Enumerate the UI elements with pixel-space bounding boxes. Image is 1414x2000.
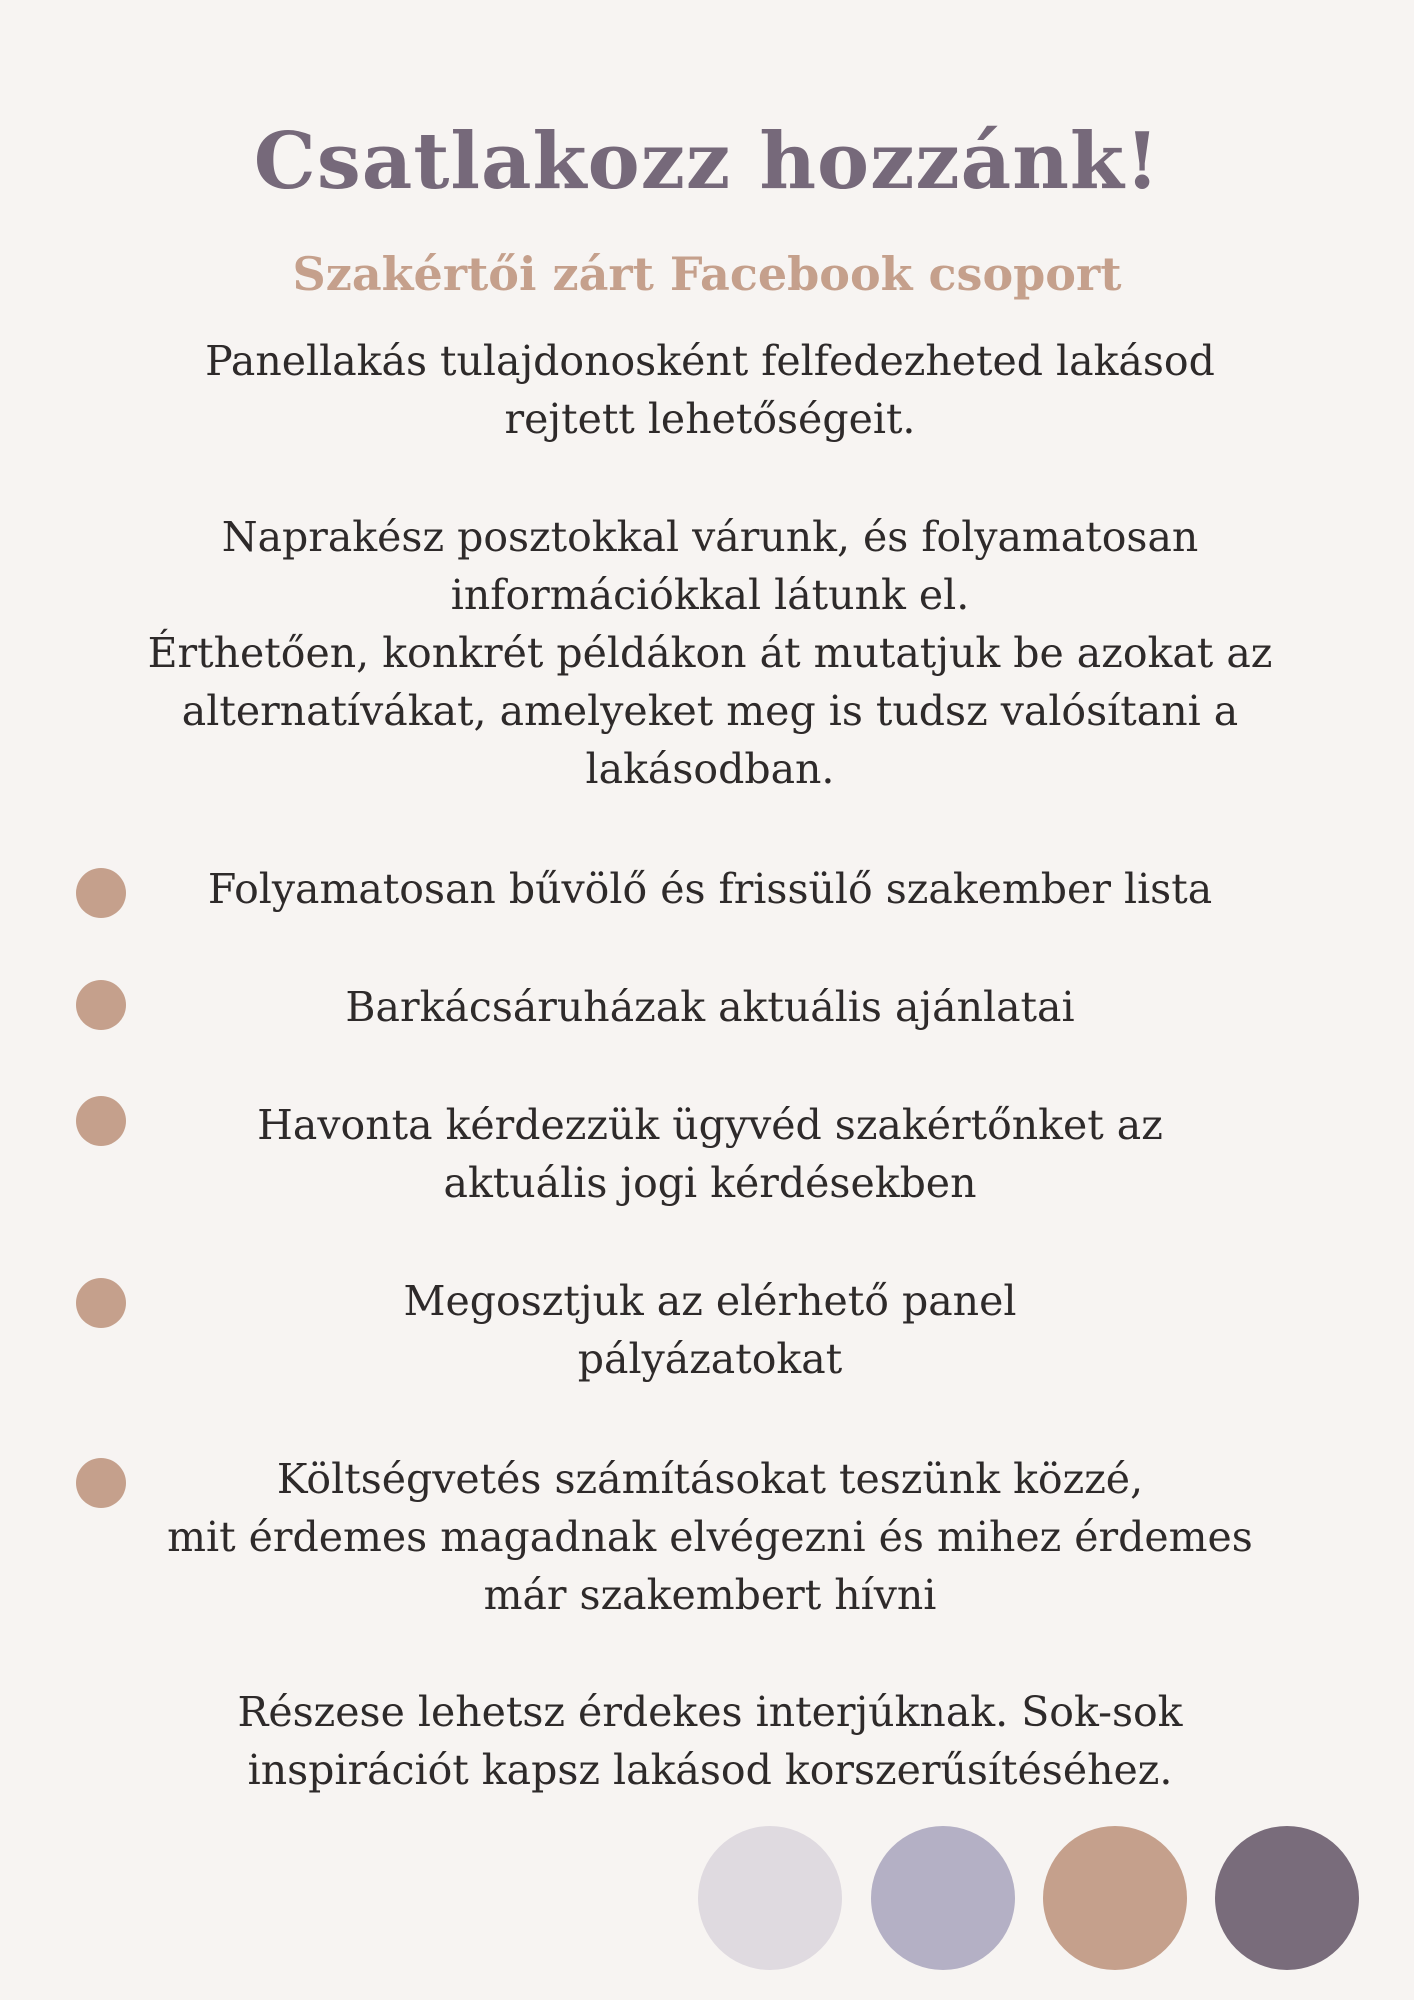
- bullet-text: [130, 1450, 1290, 1624]
- bullet-line: mit érdemes magadnak elvégezni és mihez érdemes: [167, 1513, 1253, 1561]
- bullet-dot-icon: [76, 1096, 126, 1146]
- bullet-line: Havonta kérdezzük ügyvéd szakértőnket az: [257, 1101, 1163, 1149]
- bullet-dot-icon: [76, 980, 126, 1030]
- intro-line: Naprakész posztokkal várunk, és folyamatosan: [221, 513, 1199, 561]
- bullet-text: [130, 860, 1290, 918]
- bullet-dot-icon: [76, 868, 126, 918]
- outro-line: Részese lehetsz érdekes interjúknak. Sok-sok: [237, 1688, 1183, 1736]
- bullet-line: Megosztjuk az elérhető panel: [403, 1277, 1017, 1325]
- palette-swatch-1: [698, 1826, 842, 1970]
- bullet-line: már szakembert hívni: [483, 1571, 937, 1619]
- bullet-text: [130, 978, 1290, 1036]
- palette-swatch-4: [1215, 1826, 1359, 1970]
- page-title: Csatlakozz hozzánk!: [253, 116, 1161, 207]
- intro-line: információkkal látunk el.: [450, 571, 970, 619]
- intro-line: Panellakás tulajdonosként felfedezheted lakásod: [205, 337, 1215, 385]
- intro-line: lakásodban.: [585, 745, 835, 793]
- bullet-line: Folyamatosan bűvölő és frissülő szakember lista: [207, 865, 1213, 913]
- outro-line: inspirációt kapsz lakásod korszerűsítéséhez.: [247, 1746, 1173, 1794]
- bullet-dot-icon: [76, 1278, 126, 1328]
- bullet-line: Barkácsáruházak aktuális ajánlatai: [345, 983, 1075, 1031]
- bullet-text: [130, 1096, 1290, 1212]
- intro-line: Érthetően, konkrét példákon át mutatjuk be azokat az: [147, 629, 1273, 677]
- bullet-line: Költségvetés számításokat teszünk közzé,: [276, 1455, 1144, 1503]
- bullet-text: [130, 1272, 1290, 1388]
- palette-swatch-3: [1043, 1826, 1187, 1970]
- bullet-line: pályázatokat: [577, 1335, 843, 1383]
- intro-paragraph-2: [90, 508, 1330, 798]
- intro-paragraph-1: [90, 332, 1330, 448]
- intro-line: rejtett lehetőségeit.: [504, 395, 916, 443]
- bullet-dot-icon: [76, 1458, 126, 1508]
- intro-line: alternatívákat, amelyeket meg is tudsz valósítani a: [181, 687, 1239, 735]
- bullet-line: aktuális jogi kérdésekben: [443, 1159, 977, 1207]
- page-subtitle: Szakértői zárt Facebook csoport: [292, 247, 1122, 301]
- palette-swatch-2: [871, 1826, 1015, 1970]
- outro-paragraph: [90, 1683, 1330, 1799]
